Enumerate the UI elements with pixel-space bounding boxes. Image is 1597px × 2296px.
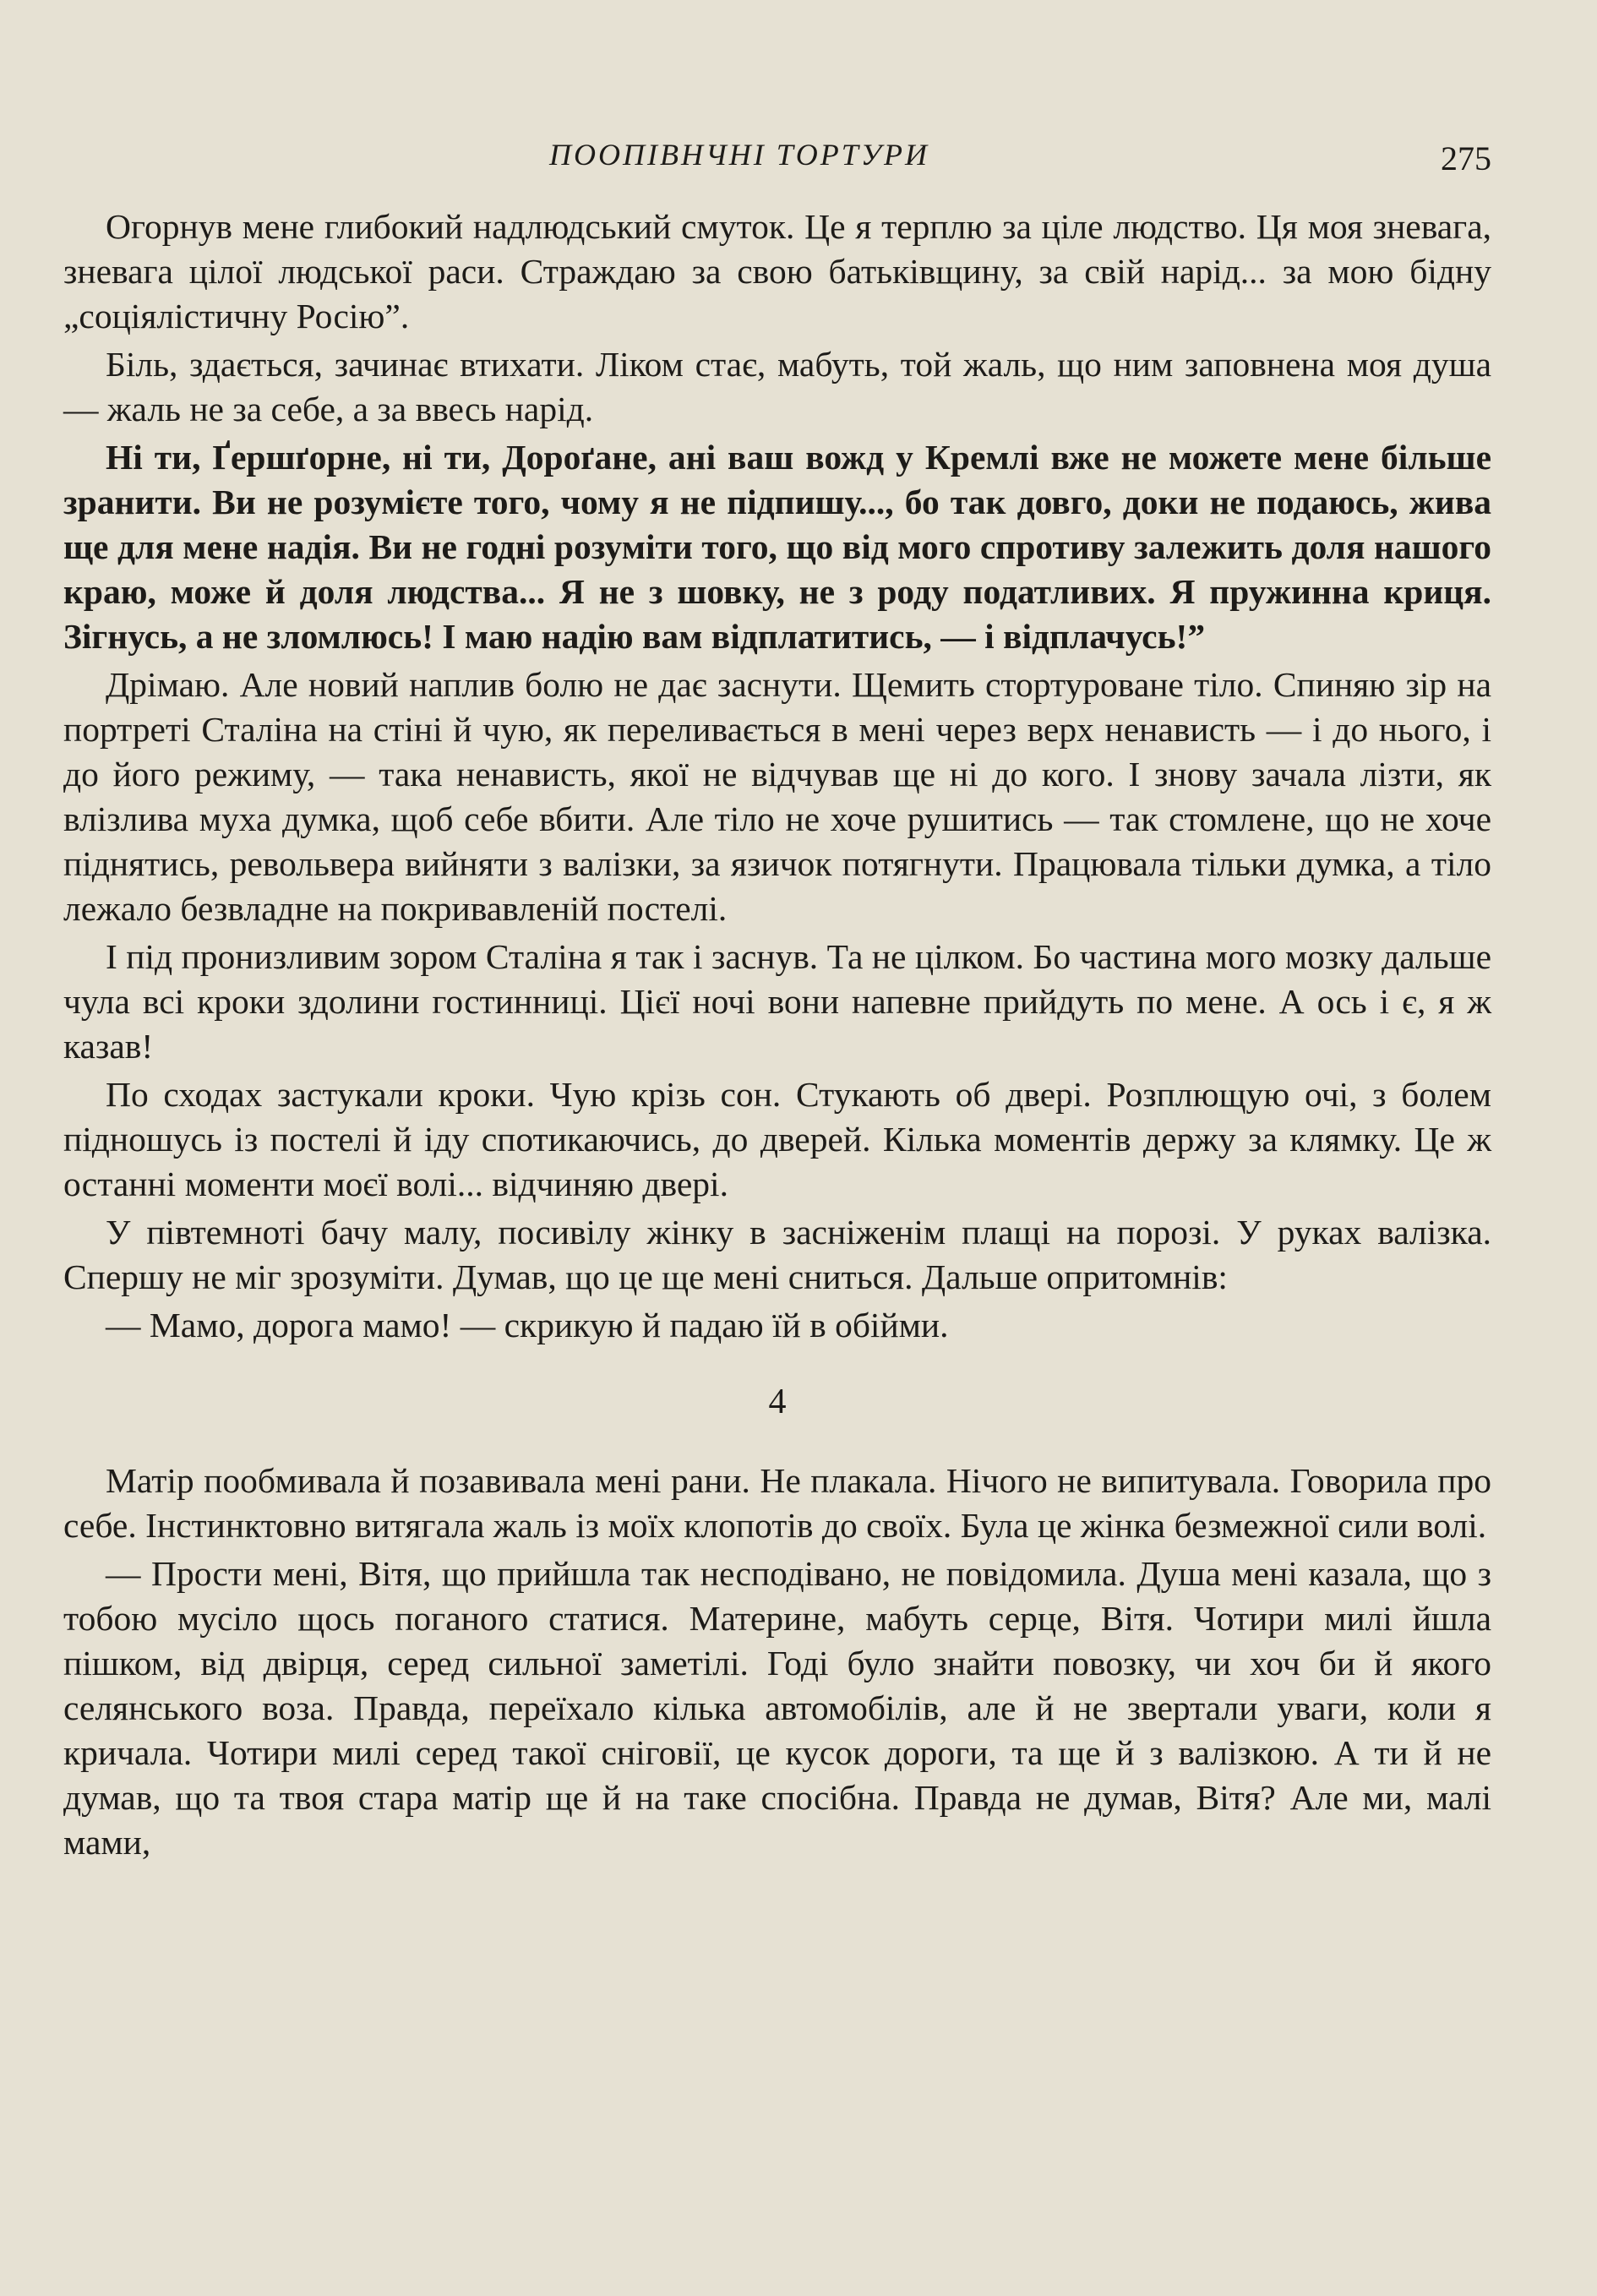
section-number: 4 [768,1383,787,1421]
paragraph: Матір пообмивала й позавивала мені рани. Не плакала. Нічого не випитувала. Говорила про себе. Інстинктовно витягала жаль із моїх клопотів до своїх. Була це жінка безмежної сили волі. [63,1461,1491,1545]
paragraph: І під пронизливим зором Сталіна я так і заснув. Та не цілком. Бо частина мого мозку дальше чула всі кроки здолини гостинниці. Цієї ночі вони напевне прийдуть по мене. А ось і є, я ж казав! [63,937,1491,1066]
bold-paragraph: Ні ти, Ґершґорне, ні ти, Дороґане, ані ваш вожд у Кремлі вже не можете мене більше зранити. Ви не розумієте того, чому я не підпишу..., бо так довго, доки не подаюсь, жива ще для мене надія. Ви не годні розуміти того, що від мого спротиву залежить доля нашого краю, може й доля людства... Я не з шовку, не з роду податливих. Я пружинна криця. Зігнусь, а не зломлюсь! І маю надію вам відплатитись, — і відплачусь!” [63,438,1491,656]
paragraph: По сходах застукали кроки. Чую крізь сон. Стукають об двері. Розплющую очі, з болем підношусь із постелі й іду спотикаючись, до дверей. Кілька моментів держу за клямку. Це ж останні моменти моєї волі... відчиняю двері. [63,1075,1491,1203]
paragraph: Огорнув мене глибокий надлюдський смуток. Це я терплю за ціле людство. Ця моя зневага, зневага цілої людської раси. Страждаю за свою батьківщину, за свій нарід... за мою бідну „соціялістичну Росію”. [63,207,1491,335]
running-header [63,127,1491,186]
running-title: ПООПІВНЧНІ ТОРТУРИ [549,138,929,172]
paragraph: Дрімаю. Але новий наплив болю не дає заснути. Щемить стортуроване тіло. Спиняю зір на портреті Сталіна на стіні й чую, як переливається в мені через верх ненависть — і до нього, і до його режиму, — така ненависть, якої не відчував ще ні до кого. І знову зачала лізти, як влізлива муха думка, щоб себе вбити. Але тіло не хоче рушитись — так стомлене, що не хоче піднятись, револьвера вийняти з валізки, за язичок потягнути. Працювала тільки думка, а тіло лежало безвладне на покривавленій постелі. [63,665,1491,928]
paragraph: У півтемноті бачу малу, посивілу жінку в засніженім плащі на порозі. У руках валізка. Спершу не міг зрозуміти. Думав, що це ще мені сниться. Дальше опритомнів: [63,1213,1491,1296]
paragraph: — Мамо, дорога мамо! — скрикую й падаю їй в обійми. [106,1306,949,1344]
page-number: 275 [1441,139,1491,177]
paragraph: Біль, здається, зачинає втихати. Ліком стає, мабуть, той жаль, що ним заповнена моя душа — жаль не за себе, а за ввесь нарід. [63,345,1491,428]
page-body [63,205,1491,1865]
paragraph: — Прости мені, Вітя, що прийшла так несподівано, не повідомила. Душа мені казала, що з тобою мусіло щось поганого статися. Материне, мабуть серце, Вітя. Чотири милі йшла пішком, від двірця, серед сильної заметілі. Годі було знайти повозку, чи хоч би й якого селянського воза. Правда, переїхало кілька автомобілів, але й не звертали уваги, коли я кричала. Чотири милі серед такої сніговії, це кусок дороги, та ще й з валізкою. А ти й не думав, що та твоя стара матір ще й на таке спосібна. Правда не думав, Вітя? Але ми, малі мами, [63,1554,1491,1862]
